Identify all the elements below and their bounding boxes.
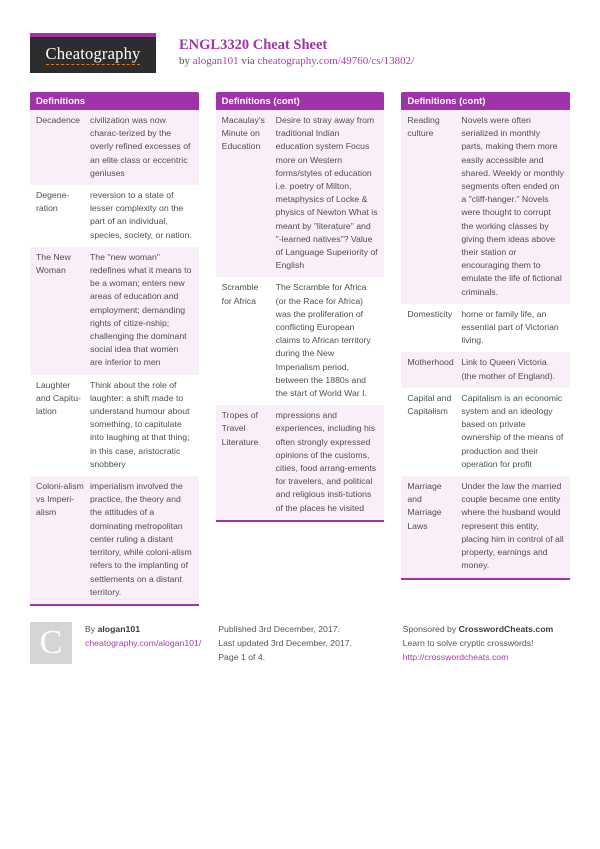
panel-1-header: Definitions bbox=[30, 92, 199, 110]
author-username: alogan101 bbox=[97, 623, 141, 634]
panel-3-header: Definitions (cont) bbox=[401, 92, 570, 110]
footer-author-block bbox=[30, 622, 201, 664]
definition-text: civilization was now charac-terized by the overly refined excesses of an elite class or eccentric geniuses bbox=[90, 115, 191, 178]
table-row bbox=[30, 476, 199, 604]
term-label: Domesticity bbox=[407, 308, 453, 319]
page-title: ENGL3320 Cheat Sheet bbox=[179, 37, 328, 53]
table-row bbox=[216, 405, 385, 520]
definition-text: Think about the role of laughter: a shift made to understand humour about something, to capitulate into laughing at that thing; in this case, aristocratic snobbery bbox=[90, 379, 190, 469]
term-label: Laughter and Capitu-lation bbox=[36, 379, 81, 417]
author-line bbox=[85, 622, 201, 636]
table-row bbox=[401, 110, 570, 304]
term-label: Decadence bbox=[36, 115, 80, 125]
definition-text: The "new woman" redefines what it means to be a woman; enters new areas of education and employment; demanding rights of citize-nship; challenging the dominant social idea that women are inferior to men bbox=[90, 251, 192, 368]
by-label: By bbox=[85, 623, 98, 634]
sponsor-prefix: Sponsored by bbox=[402, 623, 459, 634]
term-label: Motherhood bbox=[407, 357, 454, 368]
sponsor-url-link[interactable]: http://crosswordcheats.com bbox=[402, 651, 509, 662]
definitions-panel-3 bbox=[401, 92, 570, 580]
footer-publish-block bbox=[218, 622, 385, 664]
page-number: Page 1 of 4. bbox=[218, 651, 266, 662]
definition-text: home or family life, an essential part of Victorian living. bbox=[461, 308, 559, 346]
table-row bbox=[30, 185, 199, 247]
table-row bbox=[30, 375, 199, 476]
byline-url-link[interactable]: cheatography.com/49760/cs/13802/ bbox=[257, 55, 415, 67]
footer-sponsor-block bbox=[403, 622, 570, 664]
definition-text: Desire to stray away from traditional Indian education system Focus more on Western forms/styles of education i.e. poetry of Milton, metaphysics of Locke & physics of Newton What is meant by "literature" and "-learned natives"? Value of Language Superiority of English bbox=[275, 115, 378, 271]
table-row bbox=[216, 277, 385, 405]
title-block bbox=[179, 33, 414, 69]
term-label: Macaulay's Minute on Education bbox=[221, 115, 265, 152]
definition-text: imperialism involved the practice, the theory and the attitudes of a dominating metropolitan center ruling a distant territory, while coloni-alism refers to the implanting of settlements on a distant territory. bbox=[90, 481, 192, 597]
table-row bbox=[30, 247, 199, 375]
panel-2-header: Definitions (cont) bbox=[216, 92, 385, 110]
table-row bbox=[401, 352, 570, 387]
page-footer bbox=[30, 622, 570, 664]
definition-text: Link to Queen Victoria (the mother of England). bbox=[461, 357, 556, 381]
term-label: The New Woman bbox=[36, 251, 71, 276]
sponsor-name: CrosswordCheats.com bbox=[458, 623, 554, 634]
term-label: Reading culture bbox=[407, 115, 440, 139]
term-label: Scramble for Africa bbox=[221, 282, 259, 306]
byline-via: via bbox=[241, 55, 255, 67]
definition-text: The Scramble for Africa (or the Race for Africa) was the proliferation of conflicting European claims to African territory during the New Imperialism period, between the 1880s and the start of World War I. bbox=[275, 282, 371, 399]
table-row bbox=[401, 476, 570, 577]
term-label: Capital and Capitalism bbox=[407, 392, 452, 417]
term-label: Degene-ration bbox=[36, 190, 70, 214]
definition-text: Under the law the married couple became one entity where the husband would represent this entity, placing him in control of all property, earnings and money. bbox=[461, 481, 564, 571]
author-profile-link[interactable]: cheatography.com/alogan101/ bbox=[85, 637, 202, 648]
definitions-panel-1 bbox=[30, 92, 199, 606]
table-row bbox=[216, 110, 385, 277]
definition-text: mpressions and experiences, including his often strongly expressed opinions of the customs, cities, food arrang-ements for travelers, and political and religious insti-tutions of the places he visited bbox=[275, 410, 377, 513]
term-label: Tropes of Travel Literature bbox=[221, 410, 259, 447]
last-updated-date: Last updated 3rd December, 2017. bbox=[218, 637, 353, 648]
page-header bbox=[30, 33, 570, 73]
byline-author-link[interactable]: alogan101 bbox=[192, 55, 239, 67]
sponsor-line bbox=[403, 622, 570, 636]
cheatography-logo-text: Cheatography bbox=[46, 45, 141, 65]
definitions-columns bbox=[30, 92, 570, 606]
table-row bbox=[401, 388, 570, 476]
sponsor-tagline: Learn to solve cryptic crosswords! bbox=[402, 637, 534, 648]
definition-text: reversion to a state of lesser complexity on the part of an individual, species, society, or nation. bbox=[90, 190, 192, 240]
definition-text: Novels were often serialized in monthly parts, making them more easily accessible and shared. Weekly or monthly segments often ended on a "cliff-hanger." Novels were thought to corrupt the working classes by giving them ideas above their station or encouraging them to emulate the life of fictional criminals. bbox=[461, 115, 565, 297]
author-info bbox=[85, 622, 201, 664]
term-label: Coloni-alism vs Imperi-alism bbox=[36, 481, 84, 518]
definitions-panel-2 bbox=[216, 92, 385, 522]
table-row bbox=[30, 110, 199, 185]
term-label: Marriage and Marriage Laws bbox=[407, 481, 442, 531]
byline bbox=[179, 54, 414, 69]
table-row bbox=[401, 304, 570, 353]
definition-text: Capitalism is an economic system and an ideology based on private ownership of the means of production and their operation for profit bbox=[461, 392, 564, 469]
byline-by: by bbox=[179, 55, 190, 67]
cheatography-logo[interactable] bbox=[30, 33, 156, 73]
published-date: Published 3rd December, 2017. bbox=[218, 623, 340, 634]
author-avatar[interactable]: C bbox=[30, 622, 72, 664]
